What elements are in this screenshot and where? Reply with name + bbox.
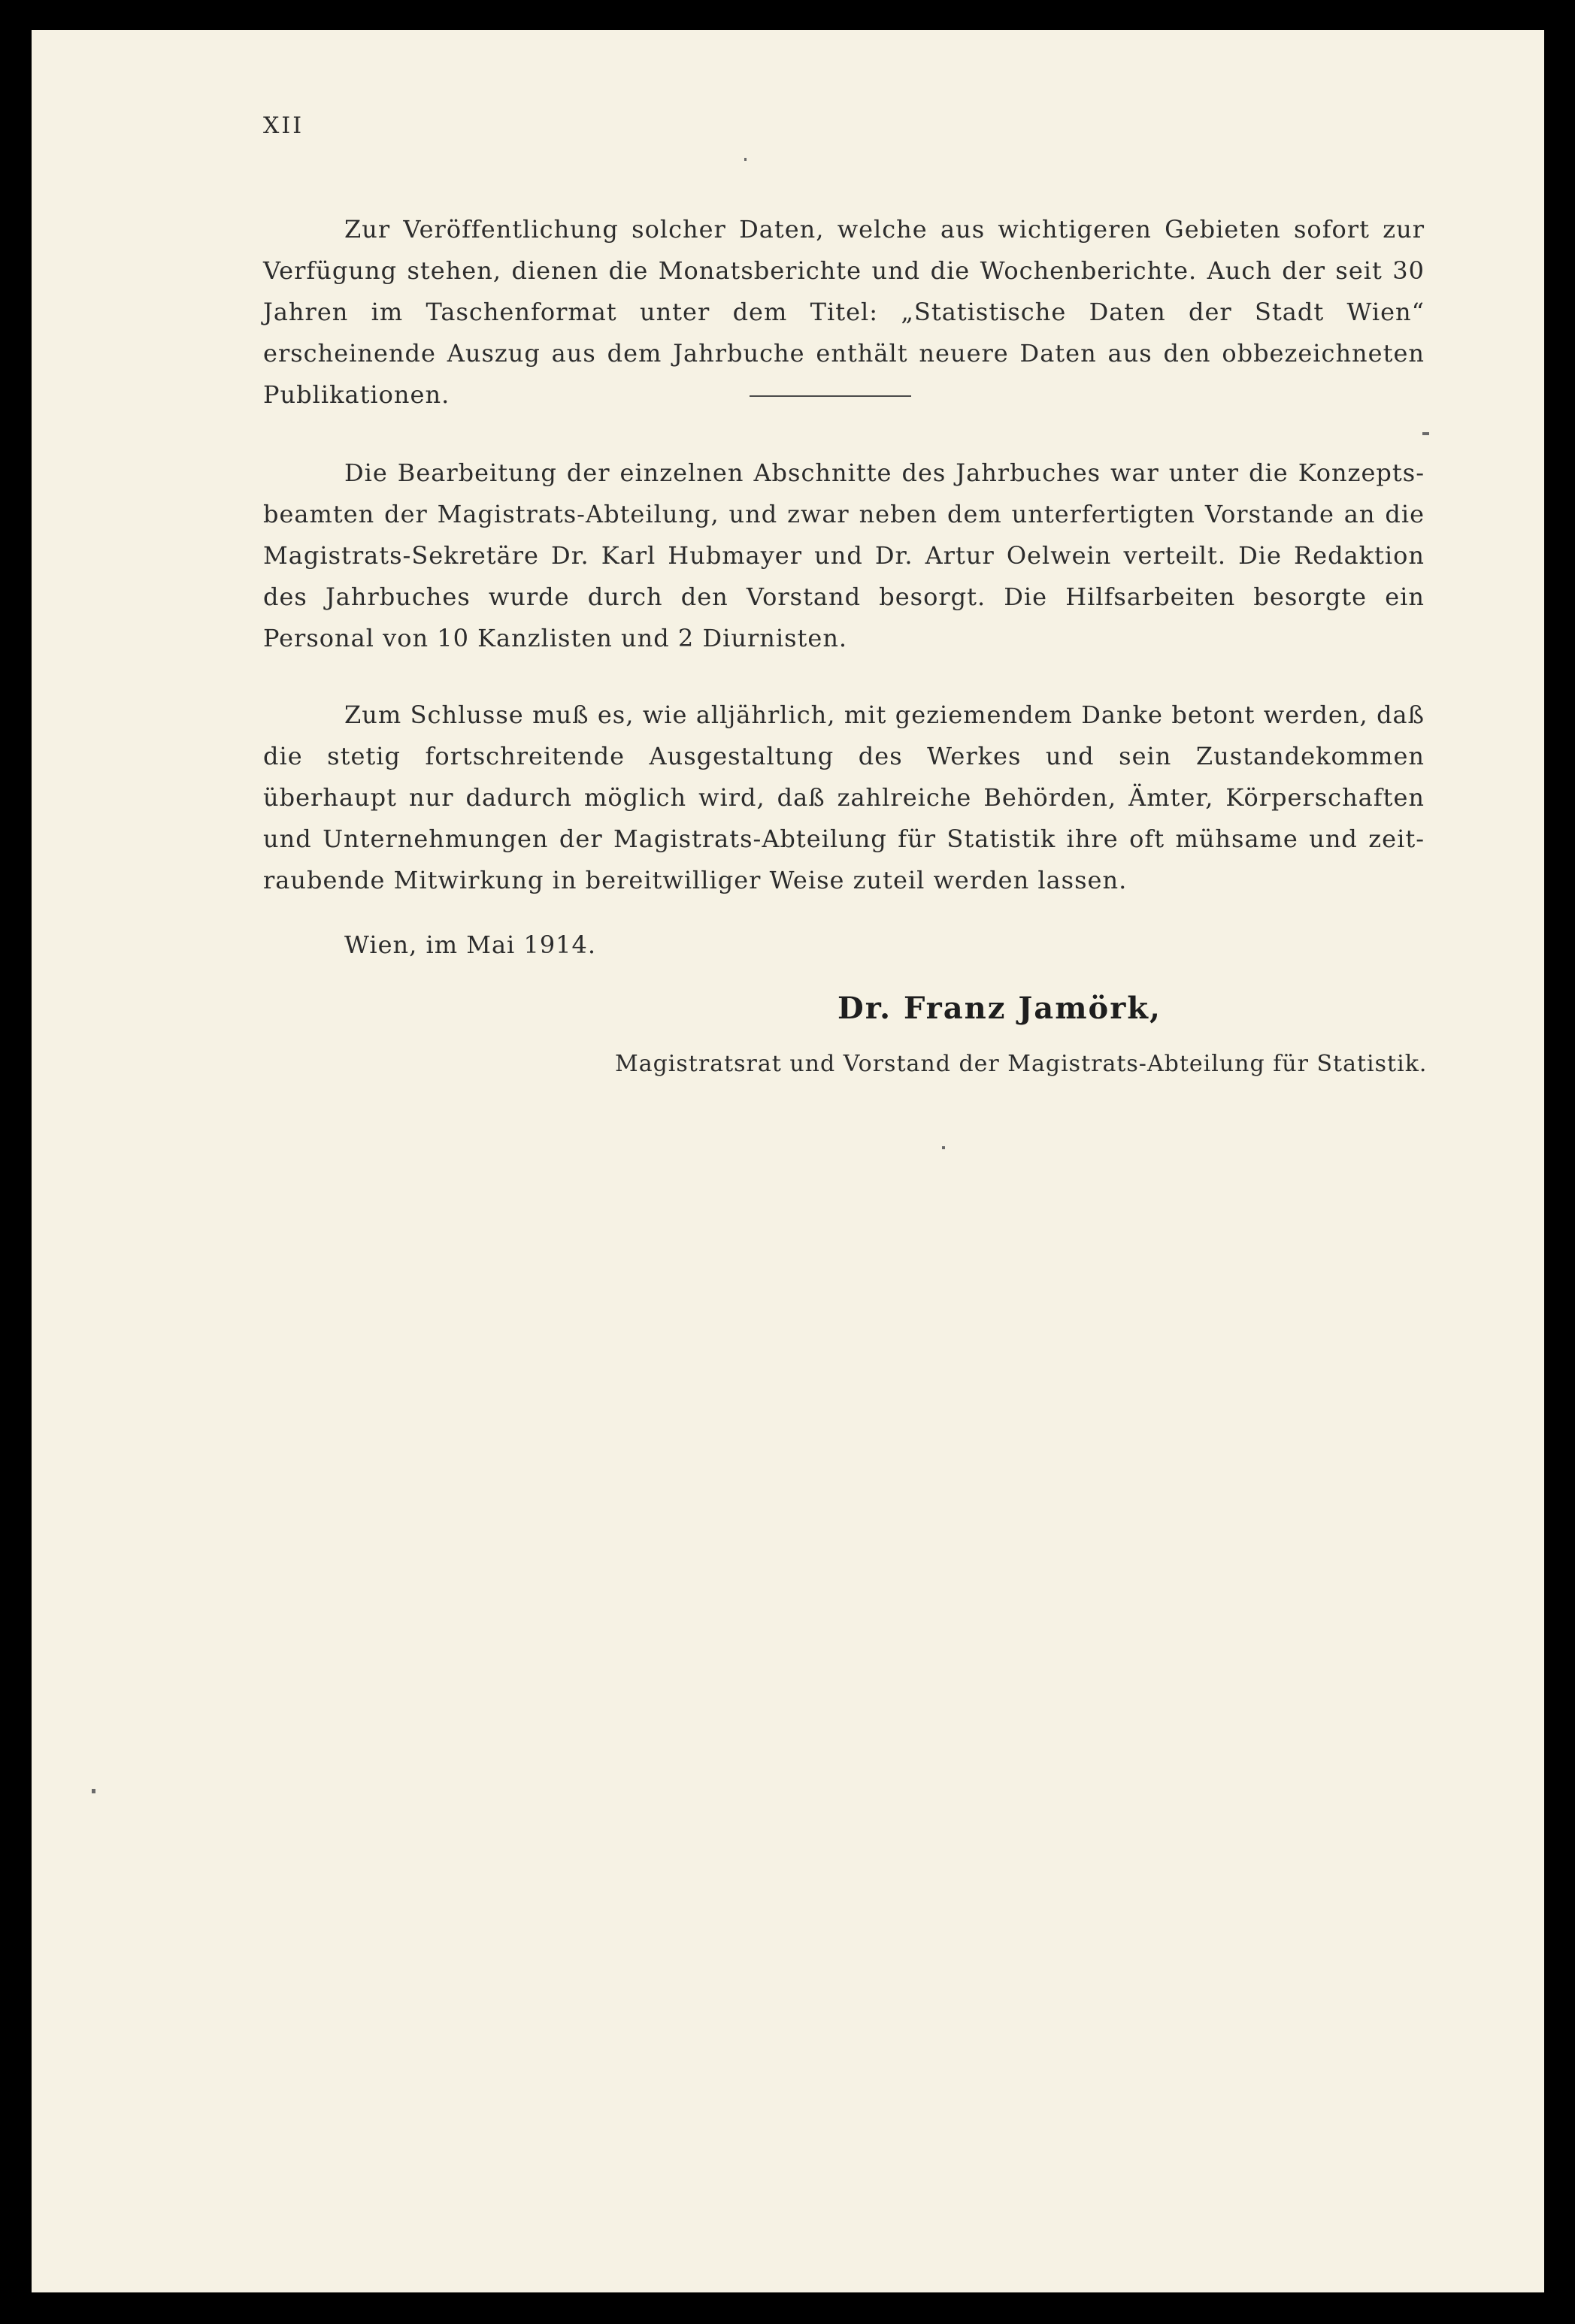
section-divider xyxy=(750,395,911,397)
paper-speck xyxy=(942,1146,945,1149)
paper-speck xyxy=(744,158,747,161)
paragraph-editorial-staff: Die Bearbeitung der einzelnen Abschnitte des Jahrbuches war unter die Konzepts-beamten der Magistrats-Abteilung, und zwar neben dem unterfertigten Vorstande an die Magistrats-Sekretäre Dr. Karl Hubmayer und Dr. Artur Oelwein verteilt. Die Redaktion des Jahrbuches wurde durch den Vorstand besorgt. Die Hilfsarbeiten besorgte ein Personal von 10 Kanzlisten und 2 Diurnisten. xyxy=(263,458,1425,652)
paragraph-publications: Zur Veröffentlichung solcher Daten, welche aus wichtigeren Gebieten sofort zur Verfügung stehen, dienen die Monatsberichte und die Wochenberichte. Auch der seit 30 Jahren im Taschenformat unter dem Titel: „Statistische Daten der Stadt Wien“ erscheinende Auszug aus dem Jahrbuche enthält neuere Daten aus den obbezeichneten Publikationen. xyxy=(263,215,1425,409)
document-page xyxy=(32,30,1544,2292)
paragraph-acknowledgement: Zum Schlusse muß es, wie alljährlich, mit geziemendem Danke betont werden, daß die stetig fortschreitende Ausgestaltung des Werkes und sein Zustandekommen überhaupt nur dadurch möglich wird, daß zahlreiche Behörden, Ämter, Körperschaften und Unternehmungen der Magistrats-Abteilung für Statistik ihre oft mühsame und zeit-raubende Mitwirkung in bereitwilliger Weise zuteil werden lassen. xyxy=(263,701,1425,894)
signature-title: Magistratsrat und Vorstand der Magistrats-Abteilung für Statistik. xyxy=(615,1051,1428,1077)
page-number: XII xyxy=(263,113,304,139)
signature-name: Dr. Franz Jamörk, xyxy=(837,991,1162,1026)
paper-speck xyxy=(1422,432,1429,435)
paper-speck xyxy=(92,1789,95,1793)
dateline: Wien, im Mai 1914. xyxy=(344,931,597,959)
